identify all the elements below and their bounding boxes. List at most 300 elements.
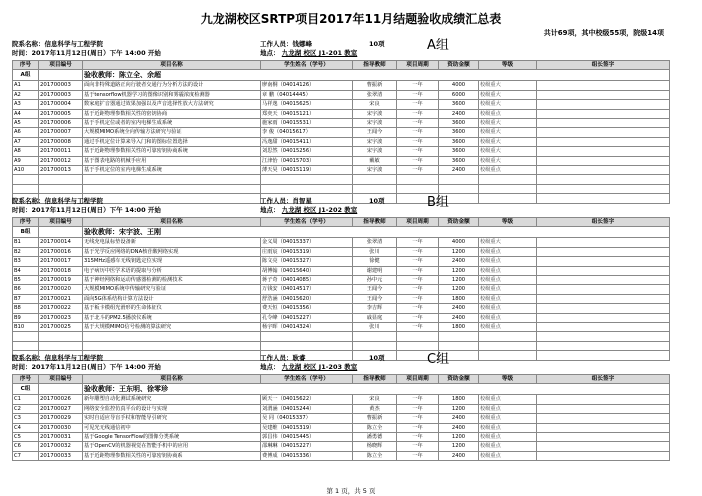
table-cell	[537, 451, 670, 460]
table-cell: 一年	[397, 404, 439, 413]
table-cell: B8	[13, 304, 39, 313]
table-cell: 校级重点	[479, 323, 537, 332]
table-cell	[537, 137, 670, 146]
chair-row	[13, 227, 670, 238]
table-header-row	[13, 375, 670, 384]
table-cell: 王闻今	[353, 128, 397, 137]
table-header-row	[13, 61, 670, 70]
table-cell: 数家庭扩音器通过效果加强以及声音选择性放大方法研究	[83, 100, 261, 109]
empty-row	[13, 341, 670, 350]
table-cell: 通过手机定位计算来导入门和的图标位置选择	[83, 137, 261, 146]
table-cell: 杨晓辉	[353, 442, 397, 451]
table-cell: 王闻今	[353, 285, 397, 294]
table-cell: 校级重点	[479, 442, 537, 451]
summary-text: 共计69项，其中校级55项，院级14项	[543, 29, 664, 37]
table-cell: 一年	[397, 257, 439, 266]
table-cell: 孙中元	[353, 276, 397, 285]
table-cell	[537, 238, 670, 247]
empty-row	[13, 184, 670, 193]
table-row	[13, 451, 670, 460]
table-cell: 201700019	[39, 276, 83, 285]
project-count: 10项	[369, 40, 385, 48]
table-row	[13, 294, 670, 303]
table-cell	[537, 119, 670, 128]
table-cell: 1800	[439, 294, 479, 303]
table-cell: 1200	[439, 433, 479, 442]
table-cell: A5	[13, 119, 39, 128]
table-cell: 一年	[397, 294, 439, 303]
column-header: 序号	[13, 61, 39, 70]
table-cell: 2400	[439, 451, 479, 460]
table-cell: 面向5G体系结构计算方法设计	[83, 294, 261, 303]
table-cell: 一年	[397, 109, 439, 118]
table-cell: A4	[13, 109, 39, 118]
staff-name: 工作人员：肖智星	[260, 197, 312, 205]
group-info	[12, 352, 670, 374]
table-cell: 4000	[439, 238, 479, 247]
column-header: 项目编号	[39, 218, 83, 227]
table-cell: 201700025	[39, 323, 83, 332]
table-cell: 校级重点	[479, 404, 537, 413]
location	[260, 362, 357, 371]
table-cell: 校级重大	[479, 137, 537, 146]
table-cell: 一年	[397, 137, 439, 146]
table-cell: 校级重大	[479, 156, 537, 165]
table-cell: 3600	[439, 128, 479, 137]
table-cell: 一年	[397, 166, 439, 175]
table-cell: 基于手机定位的室内电梯生成系统	[83, 166, 261, 175]
table-cell: C2	[13, 404, 39, 413]
column-header: 资助金额	[439, 61, 479, 70]
table-cell: 201700023	[39, 313, 83, 322]
table-cell: 一年	[397, 147, 439, 156]
table-row	[13, 90, 670, 99]
table-cell: 费博成（04015336）	[261, 451, 353, 460]
table-cell: 校级重大	[479, 147, 537, 156]
table-cell: 陈立全	[353, 423, 397, 432]
table-cell: 201700012	[39, 156, 83, 165]
table-cell: 1200	[439, 442, 479, 451]
table-cell: 3600	[439, 147, 479, 156]
table-row	[13, 304, 670, 313]
column-header: 序号	[13, 218, 39, 227]
table-cell: B10	[13, 323, 39, 332]
table-row	[13, 276, 670, 285]
column-header: 等级	[479, 61, 537, 70]
table-cell: 一年	[397, 395, 439, 404]
table-row	[13, 266, 670, 275]
table-cell: 一年	[397, 119, 439, 128]
table-cell: B4	[13, 266, 39, 275]
table-cell: 2400	[439, 414, 479, 423]
table-cell: C3	[13, 414, 39, 423]
table-cell: 一年	[397, 81, 439, 90]
table-cell: C4	[13, 423, 39, 432]
table-cell: 校级重点	[479, 423, 537, 432]
table-cell: 一年	[397, 442, 439, 451]
column-header: 组长签字	[537, 375, 670, 384]
table-cell: 3600	[439, 119, 479, 128]
project-count: 10项	[369, 197, 385, 205]
table-cell: 201700003	[39, 81, 83, 90]
table-row	[13, 257, 670, 266]
table-cell: 201700029	[39, 414, 83, 423]
table-cell: 陈文亮（04015327）	[261, 257, 353, 266]
table-cell: 校级重点	[479, 257, 537, 266]
table-cell: 网络安全监控仿真平台的设计与实现	[83, 404, 261, 413]
column-header: 学生姓名（学号）	[261, 375, 353, 384]
table-cell: A10	[13, 166, 39, 175]
group-tag: B组	[427, 195, 449, 210]
table-cell: 宋宇波	[353, 119, 397, 128]
table-cell: 1200	[439, 247, 479, 256]
table-row	[13, 109, 670, 118]
table-cell: 曹振新	[353, 414, 397, 423]
table-row	[13, 100, 670, 109]
table-cell: 3600	[439, 156, 479, 165]
table-cell: 邵琳琳（04015227）	[261, 442, 353, 451]
table-cell	[537, 414, 670, 423]
table-cell: 201700011	[39, 147, 83, 156]
table-cell: 李 俊（04015617）	[261, 128, 353, 137]
table-cell: 3600	[439, 100, 479, 109]
table-cell: 张川	[353, 323, 397, 332]
table-cell: 一年	[397, 451, 439, 460]
table-cell: 校级重点	[479, 109, 537, 118]
table-cell: 潘勇德	[353, 433, 397, 442]
table-cell: 谢建明	[353, 266, 397, 275]
table-cell: 2400	[439, 313, 479, 322]
table-cell: 胡博翰（04015640）	[261, 266, 353, 275]
table-cell: 章 鹏（04014445）	[261, 90, 353, 99]
table-row	[13, 414, 670, 423]
table-row	[13, 147, 670, 156]
table-cell: C7	[13, 451, 39, 460]
table-cell: 校级重大	[479, 128, 537, 137]
table-cell	[537, 323, 670, 332]
table-cell: 基于大规模MIMO信号检测的算法研究	[83, 323, 261, 332]
table-cell: 201700031	[39, 433, 83, 442]
table-cell: 王闻今	[353, 294, 397, 303]
table-cell: 江津怡（04015703）	[261, 156, 353, 165]
table-cell: 201700032	[39, 442, 83, 451]
table-cell: 一年	[397, 313, 439, 322]
table-cell: B3	[13, 257, 39, 266]
table-cell: 基于神经网络和运动传感器检测的检测技术	[83, 276, 261, 285]
table-cell: 蒋子奇（04014085）	[261, 276, 353, 285]
table-cell: 基于OpenCV的机器视觉在智能手机中的应用	[83, 442, 261, 451]
table-cell: 郑奕天（04015121）	[261, 109, 353, 118]
column-header: 资助金额	[439, 218, 479, 227]
table-cell: 校级重点	[479, 451, 537, 460]
table-cell: 校级重点	[479, 395, 537, 404]
table-cell: 基于近距物理参数相关性的可靠密钥协商系统	[83, 147, 261, 156]
table-row	[13, 137, 670, 146]
table-cell: 马祥逸（04015625）	[261, 100, 353, 109]
table-cell: 201700021	[39, 294, 83, 303]
table-cell: 一年	[397, 276, 439, 285]
table-cell: 1200	[439, 404, 479, 413]
table-cell: 宋良	[353, 395, 397, 404]
table-cell: 校级重点	[479, 414, 537, 423]
table-cell: 2400	[439, 257, 479, 266]
group-info	[12, 38, 670, 60]
table-cell: 基于板卡模组光滑形的生命体征仪	[83, 304, 261, 313]
table-row	[13, 323, 670, 332]
table-cell: 201700033	[39, 451, 83, 460]
staff-name: 工作人员：耿睿	[260, 354, 306, 362]
table-cell: 校级重点	[479, 247, 537, 256]
table-cell: 校级重大	[479, 119, 537, 128]
location	[260, 205, 357, 214]
table-cell: 201700018	[39, 266, 83, 275]
table-cell: 校级重大	[479, 100, 537, 109]
group-info	[12, 195, 670, 217]
table-cell: C1	[13, 395, 39, 404]
table-cell: A8	[13, 147, 39, 156]
table-cell: 一年	[397, 285, 439, 294]
table-cell: 一年	[397, 433, 439, 442]
column-header: 序号	[13, 375, 39, 384]
table-row	[13, 238, 670, 247]
chair-teachers: 验收教师：陈立全、余超	[83, 70, 670, 81]
table-cell: A1	[13, 81, 39, 90]
column-header: 项目周期	[397, 375, 439, 384]
table-cell: 2400	[439, 109, 479, 118]
location-label: 地点：	[260, 49, 280, 57]
table-cell: 校级重点	[479, 294, 537, 303]
table-cell: 基于光学反应网络的DNA核苷酸网络实现	[83, 247, 261, 256]
empty-row	[13, 175, 670, 184]
column-header: 项目周期	[397, 218, 439, 227]
chair-group-label: C组	[13, 384, 39, 395]
table-cell: 宋宇波	[353, 137, 397, 146]
table-row	[13, 395, 670, 404]
table-row	[13, 433, 670, 442]
table-row	[13, 423, 670, 432]
table-cell	[537, 433, 670, 442]
table-cell: 新年雕塑自动化测试系统研究	[83, 395, 261, 404]
table-cell: 郭昌伟（04015445）	[261, 433, 353, 442]
table-cell: 曹振新	[353, 81, 397, 90]
table-cell: 冯逸甜（04015411）	[261, 137, 353, 146]
column-header: 项目名称	[83, 218, 261, 227]
table-cell: 张川	[353, 247, 397, 256]
table-cell: 1800	[439, 323, 479, 332]
table-cell: 校级重点	[479, 433, 537, 442]
college-name: 院系名称：信息科学与工程学院	[12, 354, 103, 362]
location	[260, 48, 357, 57]
table-cell: 校级重点	[479, 276, 537, 285]
table-cell	[537, 313, 670, 322]
table-cell: 1200	[439, 285, 479, 294]
table-cell	[537, 128, 670, 137]
table-cell: 校级重点	[479, 266, 537, 275]
table-cell: 201700026	[39, 395, 83, 404]
table-cell	[537, 257, 670, 266]
table-cell	[537, 247, 670, 256]
table-cell: B9	[13, 313, 39, 322]
table-cell: 3600	[439, 137, 479, 146]
table-cell: 薄天昊（04015119）	[261, 166, 353, 175]
group-tag: C组	[427, 352, 450, 367]
table-cell: 201700007	[39, 128, 83, 137]
table-cell: 2400	[439, 423, 479, 432]
column-header: 指导教师	[353, 218, 397, 227]
column-header: 等级	[479, 375, 537, 384]
table-cell: 校级重大	[479, 90, 537, 99]
group-tag: A组	[427, 38, 449, 53]
table-cell: 2400	[439, 166, 479, 175]
table-cell: 吴 同（04015337）	[261, 414, 353, 423]
table-cell: 201700027	[39, 404, 83, 413]
table-cell: 一年	[397, 128, 439, 137]
table-row	[13, 247, 670, 256]
table-cell	[537, 100, 670, 109]
table-row	[13, 166, 670, 175]
table-cell: 201700017	[39, 257, 83, 266]
table-cell: 大规模MIMO系统中传输研究与验证	[83, 285, 261, 294]
column-header: 学生姓名（学号）	[261, 61, 353, 70]
table-cell	[537, 404, 670, 413]
table-cell	[537, 109, 670, 118]
chair-teachers: 验收教师：王东明、徐零珍	[83, 384, 670, 395]
table-cell: 201700020	[39, 285, 83, 294]
table-cell: 顾天一（04015622）	[261, 395, 353, 404]
table-cell	[537, 294, 670, 303]
table-cell: 201700005	[39, 109, 83, 118]
table-cell: 杨宇晖（04014324）	[261, 323, 353, 332]
table-row	[13, 285, 670, 294]
table-cell: 一年	[397, 238, 439, 247]
location-value: 九龙湖 校区 J1-203 教室	[281, 363, 358, 371]
table-cell: A6	[13, 128, 39, 137]
table-cell: 面向非特殊道路正向行驶者交通行为分析方法的设计	[83, 81, 261, 90]
table-cell: B5	[13, 276, 39, 285]
table-row	[13, 404, 670, 413]
results-table	[12, 60, 670, 204]
table-cell: 315MHz遥感车无线钥匙定位实现	[83, 257, 261, 266]
location-label: 地点：	[260, 363, 280, 371]
table-cell: 201700013	[39, 166, 83, 175]
table-cell: 宋宇波	[353, 147, 397, 156]
table-cell: 徐健	[353, 257, 397, 266]
table-cell	[537, 166, 670, 175]
chair-row	[13, 70, 670, 81]
table-cell: 庄雨宸（04015319）	[261, 247, 353, 256]
column-header: 项目编号	[39, 61, 83, 70]
table-cell	[537, 81, 670, 90]
project-count: 10项	[369, 354, 385, 362]
college-name: 院系名称：信息科学与工程学院	[12, 197, 103, 205]
table-cell: 张翠清	[353, 238, 397, 247]
chair-group-label: B组	[13, 227, 39, 238]
table-cell: 实时自适应导盲手杖和智能导引研究	[83, 414, 261, 423]
college-name: 院系名称：信息科学与工程学院	[12, 40, 103, 48]
table-cell: 201700003	[39, 90, 83, 99]
column-header: 项目名称	[83, 375, 261, 384]
table-cell: 201700006	[39, 119, 83, 128]
table-cell: 基于北斗的PM2.5播放仪系统	[83, 313, 261, 322]
column-header: 指导教师	[353, 375, 397, 384]
location-value: 九龙湖 校区 J1-201 教室	[281, 49, 358, 57]
table-cell: 校级重大	[479, 81, 537, 90]
table-cell: 201700014	[39, 238, 83, 247]
table-cell: 戚显庭	[353, 313, 397, 322]
table-cell: 201700022	[39, 304, 83, 313]
table-cell: B6	[13, 285, 39, 294]
table-cell: 基于图表电路的机械手应用	[83, 156, 261, 165]
table-cell: 基于近距物理参数相关性的可靠密钥协商系	[83, 451, 261, 460]
table-cell: 孔令峰（04015227）	[261, 313, 353, 322]
table-cell: 一年	[397, 90, 439, 99]
table-cell	[537, 285, 670, 294]
table-cell: 宋宇波	[353, 109, 397, 118]
column-header: 组长签字	[537, 218, 670, 227]
group-a	[12, 38, 670, 204]
table-cell: 大规模MIMO系统全向传输方法研究与验证	[83, 128, 261, 137]
table-cell: 基于近距物理参数相关性的密钥协商	[83, 109, 261, 118]
table-cell	[537, 90, 670, 99]
column-header: 组长签字	[537, 61, 670, 70]
table-cell: 一年	[397, 414, 439, 423]
session-time: 时间：2017年11月12日(周日）下午 14:00 开始	[12, 206, 161, 214]
chair-teachers: 验收教师：宋宇波、王刚	[83, 227, 670, 238]
table-cell: 金义周（04015337）	[261, 238, 353, 247]
group-b	[12, 195, 670, 361]
location-value: 九龙湖 校区 J1-202 教室	[281, 206, 358, 214]
table-cell: 万钱安（04014517）	[261, 285, 353, 294]
table-cell: 陈立全	[353, 451, 397, 460]
table-cell: 2400	[439, 304, 479, 313]
table-cell: 6000	[439, 90, 479, 99]
table-cell: 一年	[397, 100, 439, 109]
table-cell: 校级重点	[479, 313, 537, 322]
column-header: 项目名称	[83, 61, 261, 70]
table-cell	[537, 147, 670, 156]
table-cell: 201700016	[39, 247, 83, 256]
table-cell	[537, 423, 670, 432]
table-cell: B2	[13, 247, 39, 256]
column-header: 项目周期	[397, 61, 439, 70]
table-cell: 校级重点	[479, 285, 537, 294]
table-cell: 一年	[397, 423, 439, 432]
table-cell: 宋良	[353, 100, 397, 109]
column-header: 等级	[479, 218, 537, 227]
table-cell: 基于tensorflow机器学习的图像识别和雾霾浓度检测器	[83, 90, 261, 99]
table-cell: 可见光无线通信初中	[83, 423, 261, 432]
table-row	[13, 156, 670, 165]
page-footer: 第 1 页，共 5 页	[326, 487, 376, 495]
table-cell: 一年	[397, 156, 439, 165]
table-cell: 戴敏	[353, 156, 397, 165]
table-cell: 宋宇波	[353, 166, 397, 175]
table-cell: 1200	[439, 266, 479, 275]
session-time: 时间：2017年11月12日(周日）下午 14:00 开始	[12, 49, 161, 57]
table-cell: 一年	[397, 266, 439, 275]
table-cell: A7	[13, 137, 39, 146]
column-header: 项目编号	[39, 375, 83, 384]
column-header: 指导教师	[353, 61, 397, 70]
results-table	[12, 374, 670, 461]
table-cell: 舒浩涵（04015620）	[261, 294, 353, 303]
location-label: 地点：	[260, 206, 280, 214]
table-row	[13, 313, 670, 322]
table-cell: 李吉辉	[353, 304, 397, 313]
table-cell: 一年	[397, 247, 439, 256]
table-cell: 廖南桐（04014126）	[261, 81, 353, 90]
table-row	[13, 128, 670, 137]
